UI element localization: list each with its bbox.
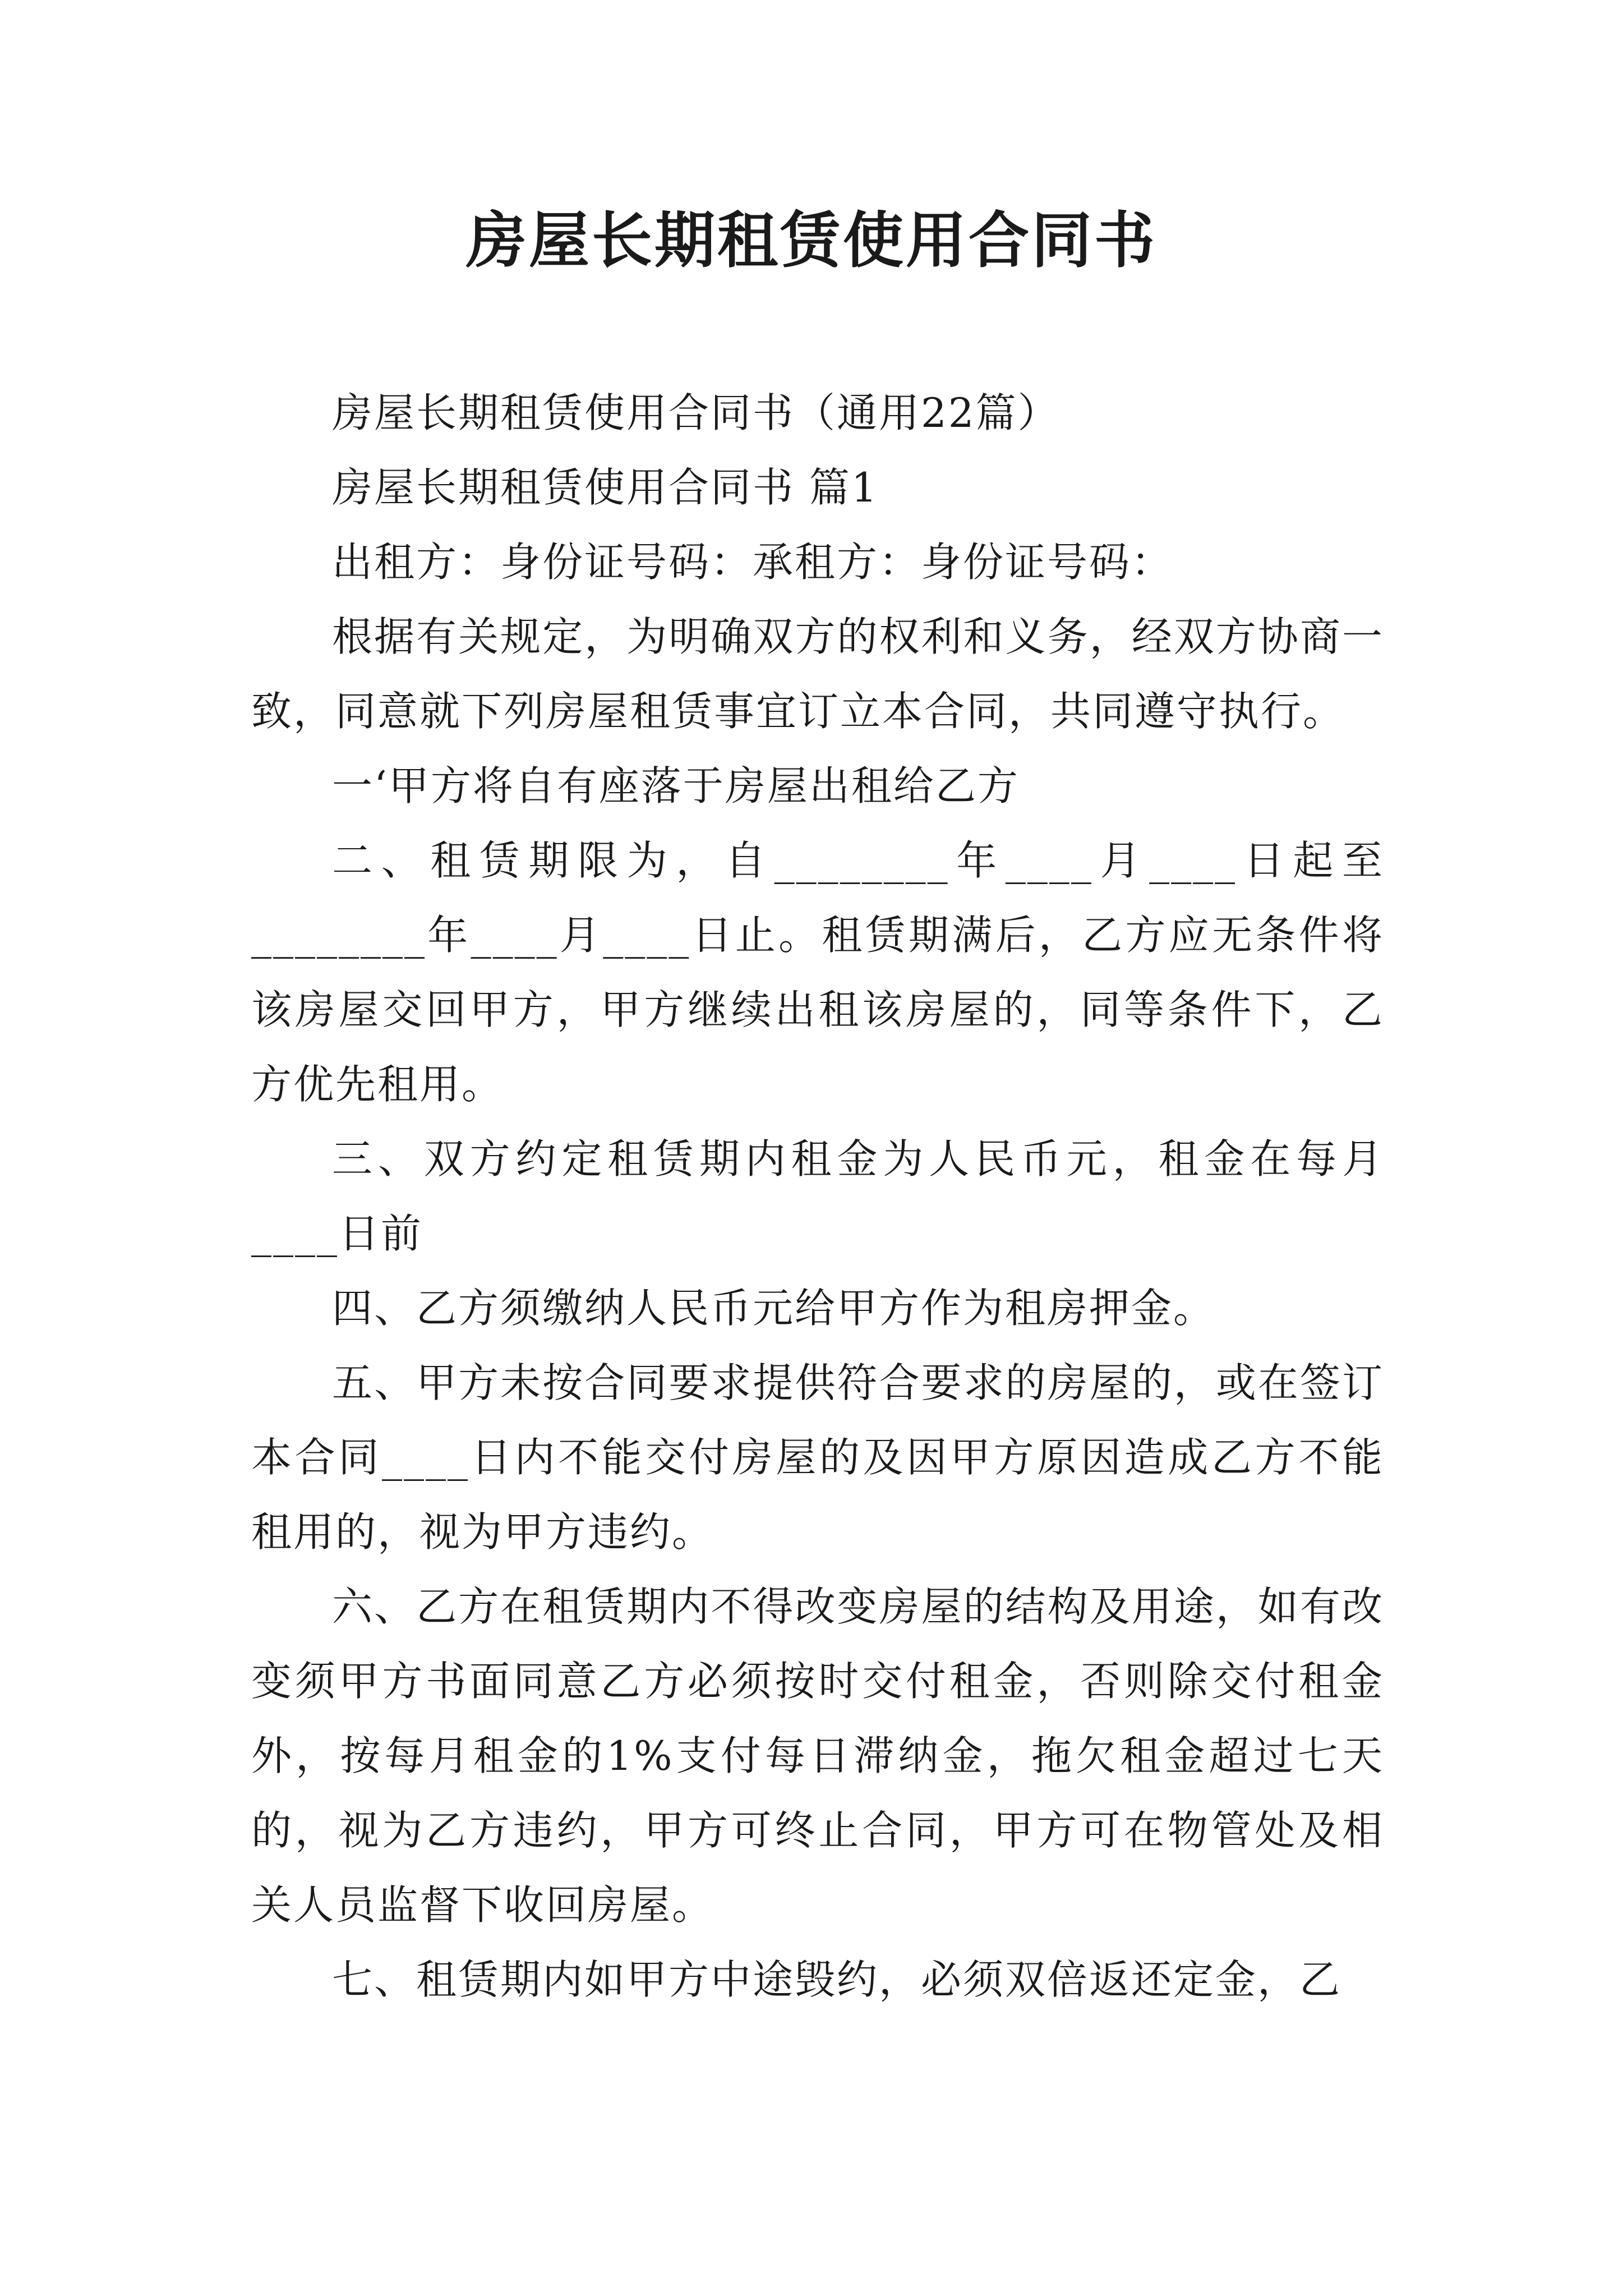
paragraph-clause-7: 七、租赁期内如甲方中途毁约，必须双倍返还定金，乙 (332, 1956, 1342, 2003)
paragraph-preamble: 根据有关规定，为明确双方的权利和义务，经双方协商一致，同意就下列房屋租赁事宜订立本合同，共同遵守执行。 (251, 613, 1384, 735)
document-title: 房屋长期租赁使用合同书 (465, 206, 1157, 276)
paragraph-clause-4: 四、乙方须缴纳人民币元给甲方作为租房押金。 (332, 1285, 1216, 1332)
document-body (251, 376, 1384, 2017)
paragraph-clause-1: 一‘甲方将自有座落于房屋出租给乙方 (332, 762, 1020, 809)
paragraph-clause-2: 二、租赁期限为，自________年____月____日起至________年____月____日止。租赁期满后，乙方应无条件将该房屋交回甲方，甲方继续出租该房屋的，同等条件下，乙方优先租用。 (251, 837, 1384, 1108)
paragraph-subtitle: 房屋长期租赁使用合同书（通用22篇） (332, 389, 1060, 436)
paragraph-parties: 出租方：身份证号码：承租方：身份证号码： (332, 539, 1174, 586)
paragraph-section-heading: 房屋长期租赁使用合同书 篇1 (332, 464, 879, 511)
paragraph-clause-3: 三、双方约定租赁期内租金为人民币元，租金在每月____日前 (251, 1135, 1384, 1257)
paragraph-clause-6: 六、乙方在租赁期内不得改变房屋的结构及用途，如有改变须甲方书面同意乙方必须按时交付租金，否则除交付租金外，按每月租金的1%支付每日滞纳金，拖欠租金超过七天的，视为乙方违约，甲方可终止合同，甲方可在物管处及相关人员监督下收回房屋。 (251, 1583, 1384, 1929)
paragraph-clause-5: 五、甲方未按合同要求提供符合要求的房屋的，或在签订本合同____日内不能交付房屋的及因甲方原因造成乙方不能租用的，视为甲方违约。 (251, 1359, 1384, 1556)
